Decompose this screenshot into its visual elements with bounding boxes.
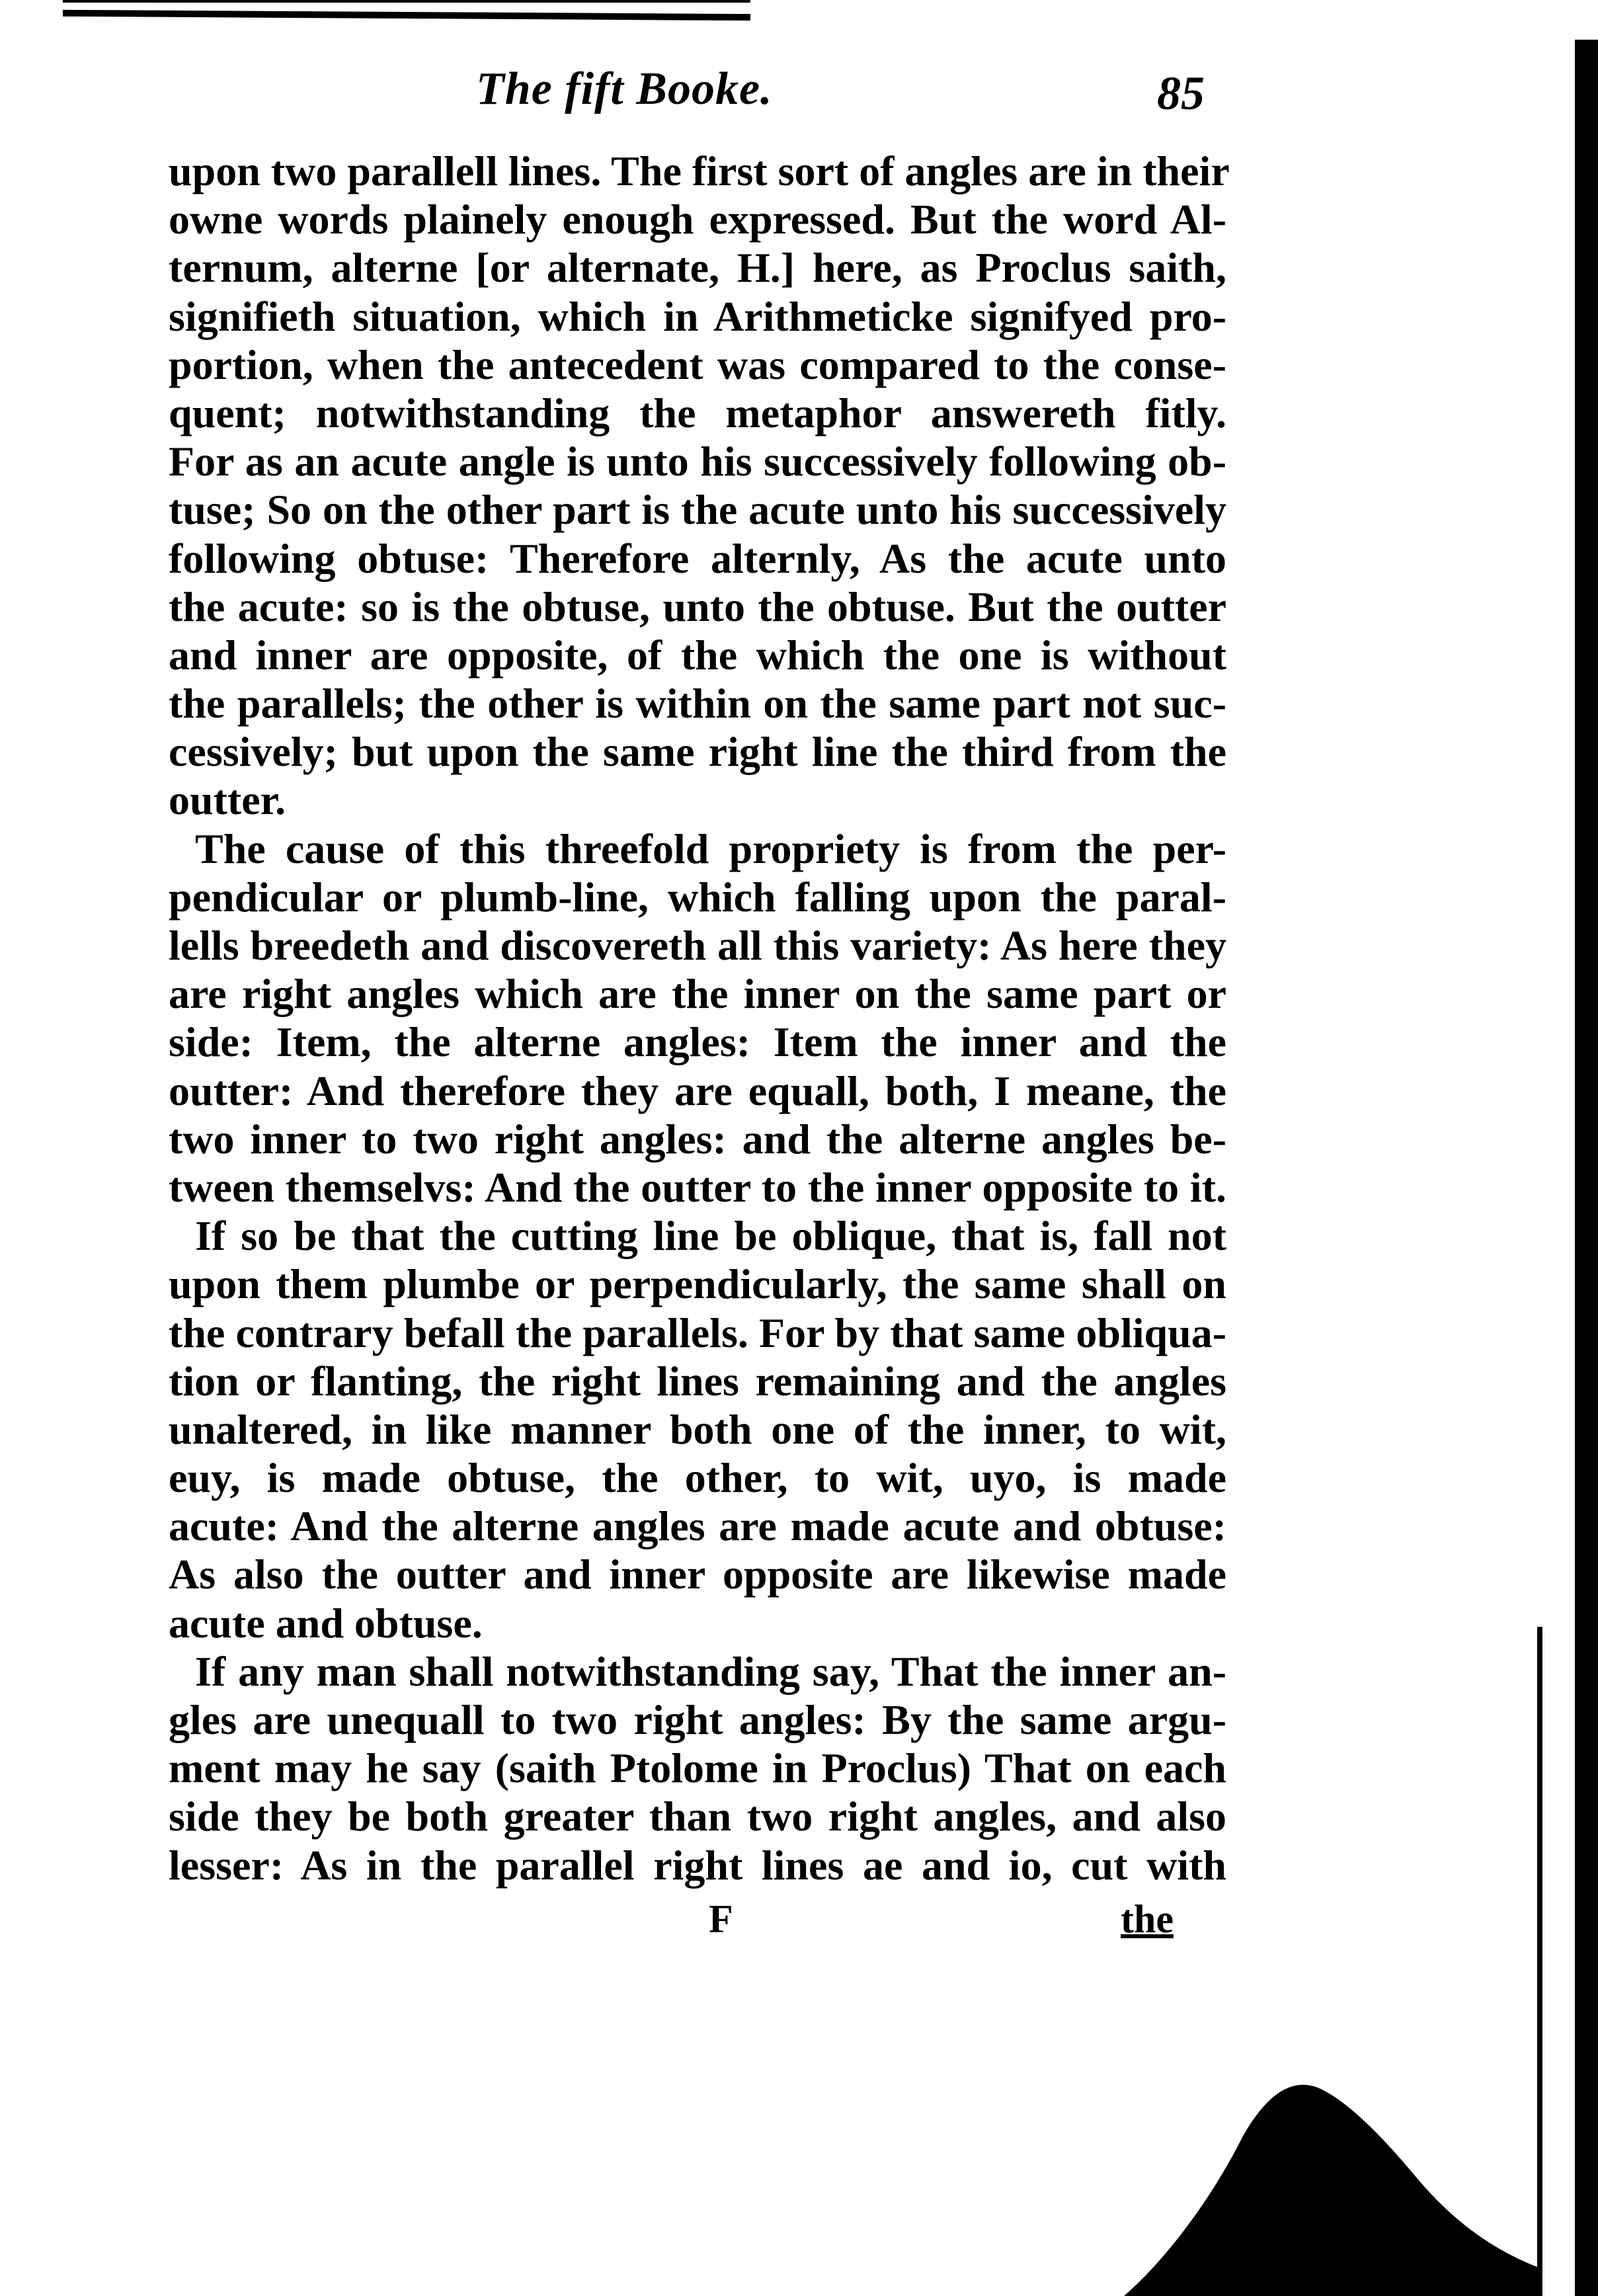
text-line: tween themselvs: And the outter to the inner opposite to it. [169, 1163, 1226, 1211]
text-line: lells breedeth and discovereth all this variety: As here they [169, 922, 1226, 969]
text-line: As also the outter and inner opposite are likewise made [169, 1551, 1226, 1598]
text-line: outter: And therefore they are equall, both, I meane, the [169, 1067, 1226, 1114]
text-line: If so be that the cutting line be oblique, that is, fall not [195, 1212, 1226, 1260]
text-line: pendicular or plumb-line, which falling upon the paral- [169, 873, 1226, 921]
text-line: acute: And the alterne angles are made acute and obtuse: [169, 1502, 1226, 1550]
text-line: side they be both greater than two right angles, and also [169, 1793, 1226, 1840]
text-line: gles are unequall to two right angles: By the same argu- [169, 1696, 1226, 1743]
text-line: tion or flanting, the right lines remaining and the angles [169, 1357, 1226, 1405]
text-line: the contrary befall the parallels. For by that same obliqua- [169, 1309, 1226, 1356]
text-line: portion, when the antecedent was compared to the conse- [169, 341, 1226, 388]
text-line: tuse; So on the other part is the acute unto his successively [169, 486, 1226, 534]
text-line: euy, is made obtuse, the other, to wit, uyo, is made [169, 1454, 1226, 1502]
text-line: The cause of this threefold propriety is from the per- [195, 825, 1226, 872]
text-line: signifieth situation, which in Arithmeticke signifyed pro- [169, 292, 1226, 340]
text-line: cessively; but upon the same right line the third from the [169, 728, 1226, 776]
text-line: unaltered, in like manner both one of the inner, to wit, [169, 1405, 1226, 1453]
text-line: the parallels; the other is within on the same part not suc- [169, 680, 1226, 727]
text-line: following obtuse: Therefore alternly, As the acute unto [169, 534, 1226, 582]
text-line: outter. [169, 776, 286, 824]
text-line: ternum, alterne [or alternate, H.] here, as Proclus saith, [169, 244, 1226, 292]
page-number: 85 [1157, 67, 1205, 120]
text-line: two inner to two right angles: and the alterne angles be- [169, 1115, 1226, 1163]
text-line: upon them plumbe or perpendicularly, the same shall on [169, 1260, 1226, 1308]
text-line: ment may he say (saith Ptolome in Proclus) That on each [169, 1744, 1226, 1792]
signature-mark: F [709, 1897, 733, 1941]
text-line: are right angles which are the inner on the same part or [169, 970, 1226, 1018]
running-head: The fift Booke. [476, 63, 773, 114]
text-line: If any man shall notwithstanding say, That the inner an- [195, 1647, 1226, 1695]
text-line: For as an acute angle is unto his successively following ob- [169, 438, 1226, 485]
body-text [169, 147, 1230, 1889]
text-line: and inner are opposite, of the which the one is without [169, 631, 1226, 678]
text-line: quent; notwithstanding the metaphor answereth fitly. [169, 389, 1226, 436]
text-line: owne words plainely enough expressed. But the word Al- [169, 196, 1226, 243]
text-line: the acute: so is the obtuse, unto the obtuse. But the outter [169, 583, 1226, 630]
catchword: the [1121, 1897, 1174, 1941]
text-line: lesser: As in the parallel right lines ae and io, cut with [169, 1841, 1226, 1889]
text-line: acute and obtuse. [169, 1599, 483, 1647]
text-line: side: Item, the alterne angles: Item the inner and the [169, 1018, 1226, 1066]
text-line: upon two parallell lines. The first sort of angles are in their [169, 147, 1230, 194]
